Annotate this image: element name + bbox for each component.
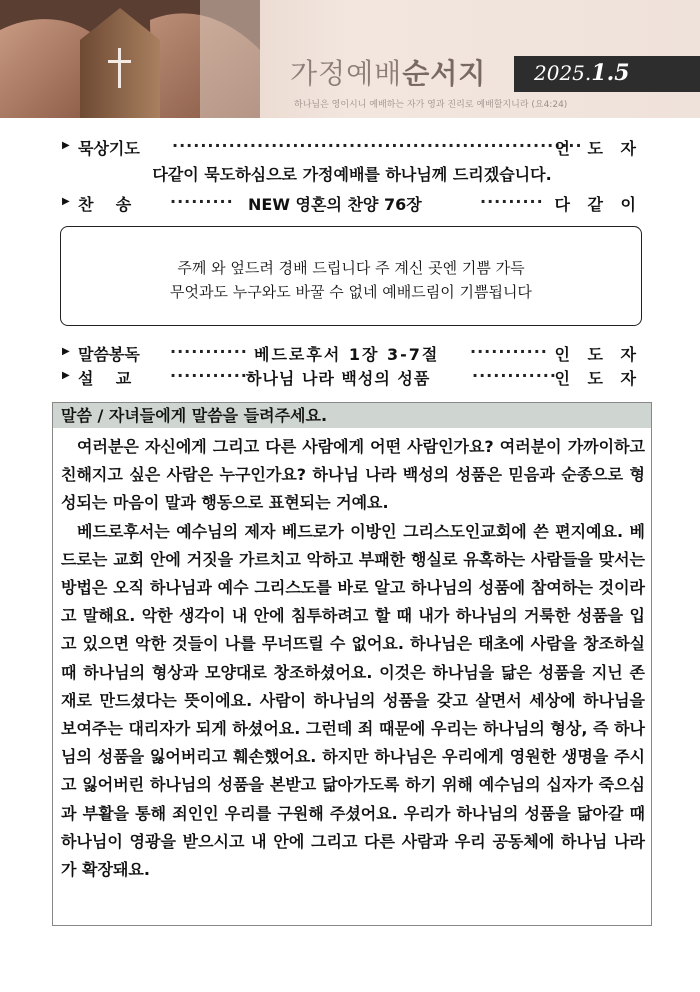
- banner-title: 가정예배순서지: [290, 57, 487, 90]
- sermon-title: 하나님 나라 백성의 성품: [246, 369, 431, 388]
- triangle-bullet-icon: ▶: [62, 140, 70, 151]
- sermon-paragraph: 여러분은 자신에게 그리고 다른 사람에게 어떤 사람인가요? 여러분이 가까이하고 친해지고 싶은 사람은 누구인가요? 하나님 나라 백성의 성품은 믿음과 순종으로 형성되는 마음이 말과 행동으로 표현되는 거예요.: [61, 437, 645, 513]
- hands-house-cross-icon: [0, 0, 260, 118]
- leader-dots: ·········: [170, 192, 234, 211]
- leader-dots: ·········: [480, 192, 544, 211]
- order-label: 묵상기도: [78, 139, 140, 158]
- order-leader: 다 같 이: [554, 195, 642, 214]
- order-row-sermon: [62, 366, 642, 390]
- hymn-title: NEW 영혼의 찬양 76장: [248, 195, 422, 214]
- order-row-reading: [62, 342, 642, 366]
- reading-title: 베드로후서 1장 3-7절: [254, 345, 440, 364]
- prayer-note: 다같이 묵도하심으로 가정예배를 하나님께 드리겠습니다.: [152, 165, 552, 184]
- hymn-lyric-line: 주께 와 엎드려 경배 드립니다 주 계신 곳엔 기쁨 가득: [177, 259, 525, 277]
- leader-dots: ··························································: [172, 136, 583, 155]
- worship-date: 2025.1.5: [534, 60, 630, 86]
- hymn-lyrics-box: [60, 226, 642, 326]
- sermon-heading: 말씀 / 자녀들에게 말씀을 들려주세요.: [53, 403, 651, 428]
- order-leader: 인 도 자: [554, 139, 642, 158]
- triangle-bullet-icon: ▶: [62, 370, 70, 381]
- triangle-bullet-icon: ▶: [62, 346, 70, 357]
- order-leader: 인 도 자: [554, 369, 642, 388]
- order-row-prayer: [62, 136, 642, 160]
- leader-dots: ···········: [170, 342, 248, 361]
- leader-dots: ············: [472, 366, 557, 385]
- banner-subtitle: 하나님은 영이시니 예배하는 자가 영과 진리로 예배할지니라 (요4:24): [294, 100, 568, 110]
- order-label: 설 교: [78, 369, 132, 388]
- order-row-hymn: [62, 192, 642, 216]
- order-label: 말씀봉독: [78, 345, 140, 364]
- order-label: 찬 송: [78, 195, 132, 214]
- hymn-lyric-line: 무엇과도 누구와도 바꿀 수 없네 예배드림이 기쁨됩니다: [170, 283, 532, 301]
- sermon-box: [52, 402, 652, 926]
- header-banner: [0, 0, 700, 118]
- sermon-paragraph: 베드로후서는 예수님의 제자 베드로가 이방인 그리스도인교회에 쓴 편지예요. 베드로는 교회 안에 거짓을 가르치고 악하고 부패한 행실로 유혹하는 사람들을 맞서는 방법은 오직 하나님과 예수 그리스도를 바로 알고 하나님의 성품에 참여하는 것이라고 말해요. 악한 생각이 내 안에 침투하려고 할 때 내가 하나님의 거룩한 성품을 입고 있으면 악한 것들이 나를 무너뜨릴 수 없어요. 하나님은 태초에 사람을 창조하실 때 하나님의 형상과 모양대로 창조하셨어요. 이것은 하나님을 닮은 성품을 지닌 존재로 만드셨다는 뜻이에요. 사람이 하나님의 성품을 갖고 살면서 세상에 하나님을 보여주는 대리자가 되게 하셨어요. 그런데 죄 때문에 우리는 하나님의 형상, 즉 하나님의 성품을 잃어버리고 훼손했어요. 하지만 하나님은 우리에게 영원한 생명을 주시고 잃어버린 하나님의 성품을 본받고 닮아가도록 하기 위해 예수님의 십자가 죽으심과 부활을 통해 죄인인 우리를 구원해 주셨어요. 우리가 하나님의 성품을 닮아갈 때 하나님이 영광을 받으시고 내 안에 그리고 다른 사람과 우리 공동체에 하나님 나라가 확장돼요.: [61, 521, 645, 880]
- order-leader: 인 도 자: [554, 345, 642, 364]
- sermon-body: [61, 433, 645, 884]
- leader-dots: ············: [170, 366, 255, 385]
- leader-dots: ···········: [470, 342, 548, 361]
- triangle-bullet-icon: ▶: [62, 196, 70, 207]
- date-box: [514, 56, 700, 92]
